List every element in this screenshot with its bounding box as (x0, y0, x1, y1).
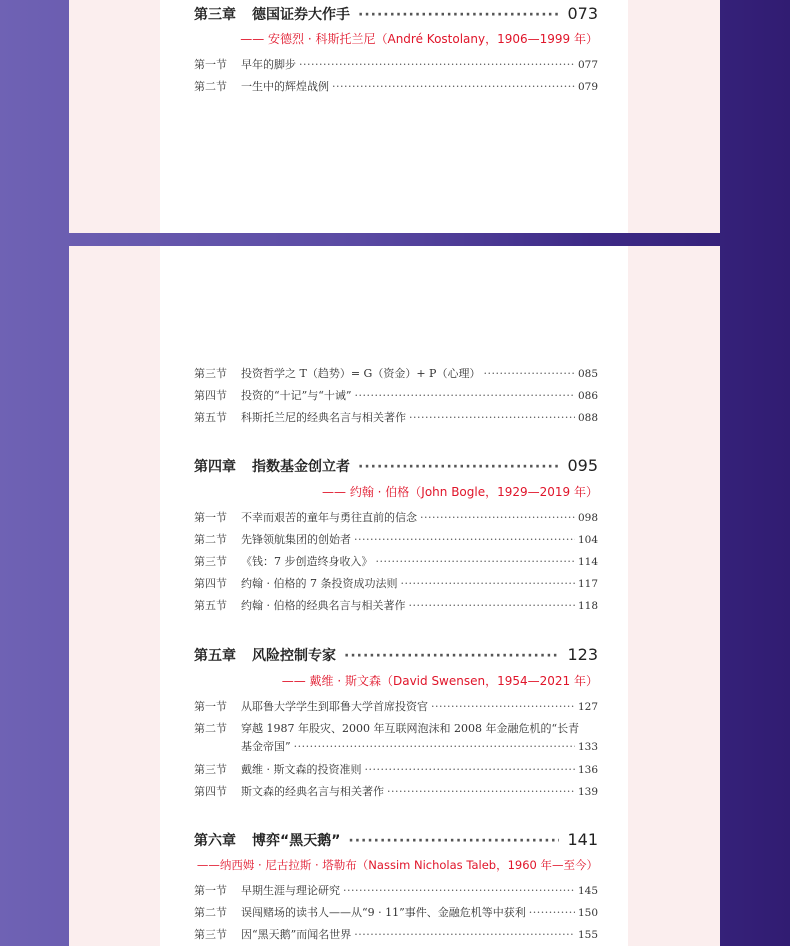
section-title: 从耶鲁大学学生到耶鲁大学首席投资官 (241, 700, 428, 713)
toc-section-row (194, 904, 598, 920)
section-number: 第五节 (194, 411, 227, 424)
leader-dots (431, 700, 575, 713)
section-title: 误闯赌场的读书人——从“9 · 11”事件、金融危机等中获利 (241, 906, 526, 919)
section-number: 第一节 (194, 58, 227, 71)
chapter-title: 博弈“黑天鹅” (252, 833, 341, 849)
section-page: 079 (577, 81, 598, 93)
toc-section-row (194, 509, 598, 525)
chapter-page: 073 (567, 4, 598, 23)
top-page-sheet (69, 0, 720, 233)
toc-section-row (194, 882, 598, 898)
chapter-author: ——纳西姆 · 尼古拉斯 · 塔勒布（Nassim Nicholas Taleb，1960 年—至今） (196, 858, 598, 872)
leader-dots (365, 763, 575, 776)
section-number: 第三节 (194, 763, 227, 776)
section-page: 085 (577, 368, 598, 380)
section-title: 早期生涯与理论研究 (241, 884, 340, 897)
leader-dots (354, 928, 575, 941)
chapter-6-heading (194, 830, 598, 850)
leader-dots (348, 833, 559, 849)
section-page: 136 (577, 764, 598, 776)
chapter-page: 123 (567, 645, 598, 664)
toc-section-row (194, 56, 598, 72)
section-page: 150 (577, 907, 598, 919)
leader-dots (409, 411, 575, 424)
toc-section-row (194, 531, 598, 547)
leader-dots (387, 785, 575, 798)
leader-dots (529, 906, 575, 919)
section-title: 不幸而艰苦的童年与勇往直前的信念 (241, 511, 417, 524)
leader-dots (294, 740, 575, 753)
section-title: 戴维 · 斯文森的投资准则 (241, 763, 362, 776)
chapter-4-heading (194, 456, 598, 476)
section-number: 第五节 (194, 599, 227, 612)
bottom-page-sheet (69, 246, 720, 946)
toc-section-row (194, 365, 598, 381)
leader-dots (343, 884, 575, 897)
leader-dots (409, 599, 575, 612)
leader-dots (420, 511, 575, 524)
toc-section-continuation (241, 738, 598, 754)
section-number: 第一节 (194, 884, 227, 897)
chapter-number: 第五章 (194, 648, 236, 664)
chapter-number: 第三章 (194, 7, 236, 23)
section-title: 先锋领航集团的创始者 (241, 533, 351, 546)
leader-dots (332, 80, 575, 93)
section-number: 第三节 (194, 928, 227, 941)
chapter-page: 095 (567, 456, 598, 475)
toc-section-row (194, 575, 598, 591)
chapter-title: 指数基金创立者 (252, 459, 350, 475)
section-number: 第一节 (194, 511, 227, 524)
toc-section-row-multiline (194, 720, 598, 736)
section-title: 约翰 · 伯格的经典名言与相关著作 (241, 599, 406, 612)
section-title: 投资哲学之 T（趋势）= G（资金）+ P（心理） (241, 367, 481, 380)
chapter-3-heading (194, 4, 598, 24)
toc-section-row (194, 78, 598, 94)
section-number: 第四节 (194, 785, 227, 798)
section-page: 104 (577, 534, 598, 546)
chapter-page: 141 (567, 830, 598, 849)
section-title: 穿越 1987 年股灾、2000 年互联网泡沫和 2008 年金融危机的“长青 (241, 722, 580, 735)
section-page: 155 (577, 929, 598, 941)
toc-section-row (194, 387, 598, 403)
section-number: 第二节 (194, 80, 227, 93)
leader-dots (355, 389, 575, 402)
leader-dots (354, 533, 575, 546)
leader-dots (358, 7, 559, 23)
section-page: 098 (577, 512, 598, 524)
section-page: 133 (577, 741, 598, 753)
chapter-author: —— 约翰 · 伯格（John Bogle，1929—2019 年） (322, 485, 598, 499)
section-number: 第二节 (194, 722, 227, 735)
toc-section-row (194, 783, 598, 799)
section-number: 第二节 (194, 906, 227, 919)
toc-section-row (194, 597, 598, 613)
section-title: 早年的脚步 (241, 58, 296, 71)
chapter-number: 第四章 (194, 459, 236, 475)
leader-dots (376, 555, 575, 568)
chapter-5-heading (194, 645, 598, 665)
section-number: 第二节 (194, 533, 227, 546)
top-page (160, 0, 628, 233)
section-page: 088 (577, 412, 598, 424)
section-page: 114 (577, 556, 598, 568)
leader-dots (483, 367, 575, 380)
section-page: 145 (577, 885, 598, 897)
section-title: 一生中的辉煌战例 (241, 80, 329, 93)
toc-section-row (194, 926, 598, 942)
section-number: 第三节 (194, 367, 227, 380)
section-title: 科斯托兰尼的经典名言与相关著作 (241, 411, 406, 424)
section-title: 投资的“十记”与“十诫” (241, 389, 352, 402)
leader-dots (299, 58, 575, 71)
section-title-line2: 基金帝国” (241, 740, 291, 753)
section-number: 第四节 (194, 389, 227, 402)
section-page: 127 (577, 701, 598, 713)
chapter-author: —— 安德烈 · 科斯托兰尼（André Kostolany，1906—1999 年） (240, 32, 598, 46)
toc-section-row (194, 553, 598, 569)
section-page: 139 (577, 786, 598, 798)
leader-dots (358, 459, 559, 475)
leader-dots (344, 648, 559, 664)
chapter-author: —— 戴维 · 斯文森（David Swensen，1954—2021 年） (281, 674, 598, 688)
section-number: 第三节 (194, 555, 227, 568)
section-page: 117 (577, 578, 598, 590)
section-page: 077 (577, 59, 598, 71)
chapter-title: 德国证券大作手 (252, 7, 350, 23)
section-title: 约翰 · 伯格的 7 条投资成功法则 (241, 577, 398, 590)
section-number: 第四节 (194, 577, 227, 590)
toc-section-row (194, 761, 598, 777)
section-page: 086 (577, 390, 598, 402)
section-number: 第一节 (194, 700, 227, 713)
chapter-number: 第六章 (194, 833, 236, 849)
toc-section-row (194, 698, 598, 714)
chapter-title: 风险控制专家 (252, 648, 336, 664)
bottom-page (160, 246, 628, 946)
leader-dots (400, 577, 574, 590)
section-title: 斯文森的经典名言与相关著作 (241, 785, 384, 798)
section-title: 《钱：7 步创造终身收入》 (241, 555, 373, 568)
toc-section-row (194, 409, 598, 425)
section-title: 因“黑天鹅”而闻名世界 (241, 928, 352, 941)
section-page: 118 (577, 600, 598, 612)
